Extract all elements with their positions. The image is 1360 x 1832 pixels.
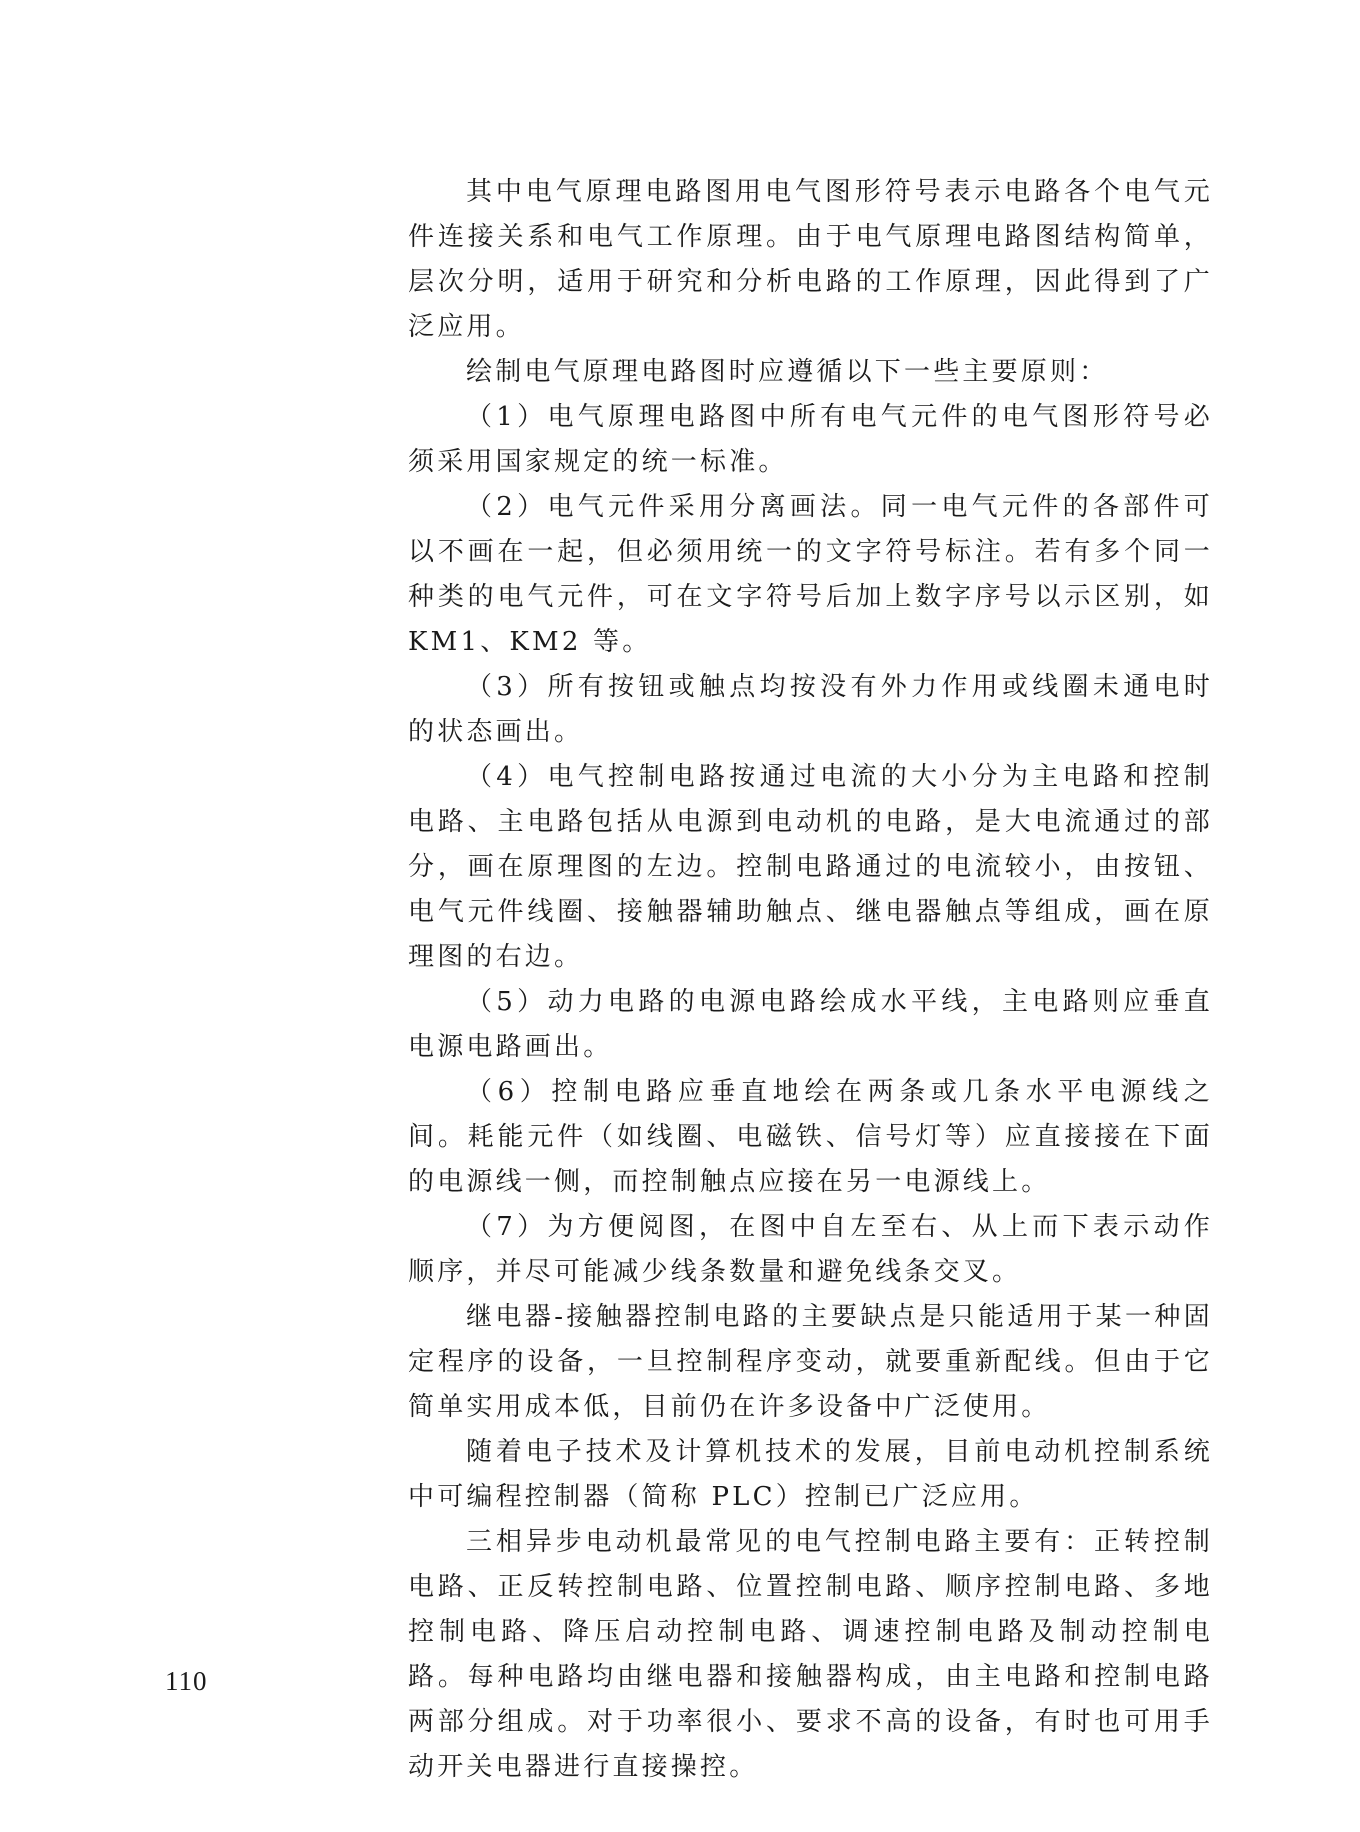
paragraph-relay-drawbacks: 继电器-接触器控制电路的主要缺点是只能适用于某一种固定程序的设备，一旦控制程序变动，就要重新配线。但由于它简单实用成本低，目前仍在许多设备中广泛使用。 <box>408 1302 1213 1422</box>
paragraph-principle-7: （7）为方便阅图，在图中自左至右、从上而下表示动作顺序，并尽可能减少线条数量和避免线条交叉。 <box>408 1212 1213 1287</box>
paragraph-principle-5: （5）动力电路的电源电路绘成水平线，主电路则应垂直电源电路画出。 <box>408 987 1213 1062</box>
paragraph-principles-lead: 绘制电气原理电路图时应遵循以下一些主要原则： <box>466 357 1109 387</box>
paragraph-principle-4: （4）电气控制电路按通过电流的大小分为主电路和控制电路、主电路包括从电源到电动机的电路，是大电流通过的部分，画在原理图的左边。控制电路通过的电流较小，由按钮、电气元件线圈、接触器辅助触点、继电器触点等组成，画在原理图的右边。 <box>408 762 1213 972</box>
paragraph-intro: 其中电气原理电路图用电气图形符号表示电路各个电气元件连接关系和电气工作原理。由于电气原理电路图结构简单，层次分明，适用于研究和分析电路的工作原理，因此得到了广泛应用。 <box>408 177 1213 342</box>
paragraph-principle-3: （3）所有按钮或触点均按没有外力作用或线圈未通电时的状态画出。 <box>408 672 1213 747</box>
paragraph-principle-6: （6）控制电路应垂直地绘在两条或几条水平电源线之间。耗能元件（如线圈、电磁铁、信号灯等）应直接接在下面的电源线一侧，而控制触点应接在另一电源线上。 <box>408 1077 1213 1197</box>
body-text <box>408 170 1213 1790</box>
paragraph-common-circuits: 三相异步电动机最常见的电气控制电路主要有：正转控制电路、正反转控制电路、位置控制电路、顺序控制电路、多地控制电路、降压启动控制电路、调速控制电路及制动控制电路。每种电路均由继电器和接触器构成，由主电路和控制电路两部分组成。对于功率很小、要求不高的设备，有时也可用手动开关电器进行直接操控。 <box>408 1527 1213 1782</box>
paragraph-principle-1: （1）电气原理电路图中所有电气元件的电气图形符号必须采用国家规定的统一标准。 <box>408 402 1213 477</box>
paragraph-plc: 随着电子技术及计算机技术的发展，目前电动机控制系统中可编程控制器（简称 PLC）控制已广泛应用。 <box>408 1437 1213 1512</box>
page-number: 110 <box>165 1666 208 1696</box>
paragraph-principle-2: （2）电气元件采用分离画法。同一电气元件的各部件可以不画在一起，但必须用统一的文字符号标注。若有多个同一种类的电气元件，可在文字符号后加上数字序号以示区别，如 KM1、KM2 等。 <box>408 492 1213 657</box>
